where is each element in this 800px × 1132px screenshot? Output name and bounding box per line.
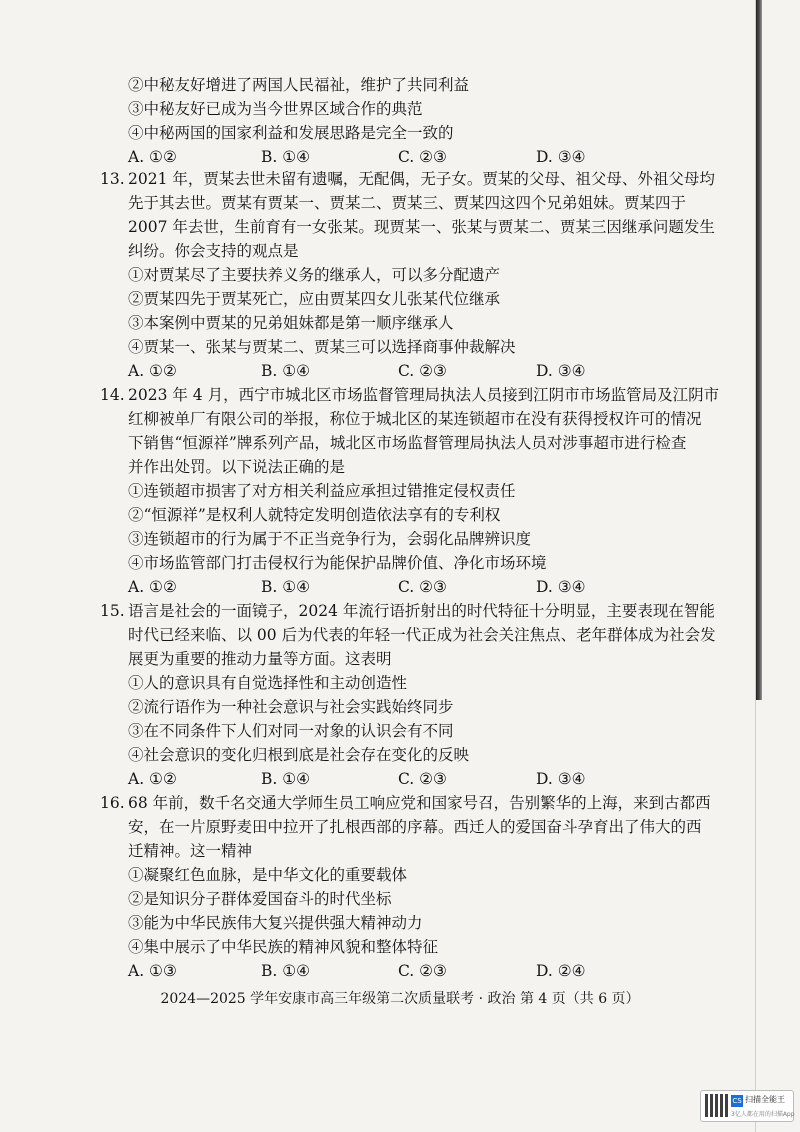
question-number: 15. (100, 602, 125, 620)
question-stem-line: 2021 年，贾某去世未留有遗嘱，无配偶，无子女。贾某的父母、祖父母、外祖父母均 (128, 170, 715, 188)
choice-a: A. ①② (128, 578, 177, 596)
question-option: ①凝聚红色血脉，是中华文化的重要载体 (128, 866, 408, 884)
question-option: ②是知识分子群体爱国奋斗的时代坐标 (128, 890, 392, 908)
question-option: ①人的意识具有自觉选择性和主动创造性 (128, 674, 408, 692)
prev-option-3: ③中秘友好已成为当今世界区域合作的典范 (128, 100, 423, 118)
question-option: ③在不同条件下人们对同一对象的认识会有不同 (128, 722, 454, 740)
question-option: ③能为中华民族伟大复兴提供强大精神动力 (128, 914, 423, 932)
question-stem-line: 展更为重要的推动力量等方面。这表明 (128, 650, 392, 668)
question-stem-line: 先于其去世。贾某有贾某一、贾某二、贾某三、贾某四这四个兄弟姐妹。贾某四于 (128, 194, 687, 212)
scanner-title: 扫描全能王 (745, 1095, 785, 1104)
question-option: ①连锁超市损害了对方相关利益应承担过错推定侵权责任 (128, 482, 516, 500)
choice-a: A. ①② (128, 148, 177, 166)
question-number: 16. (100, 794, 125, 812)
scan-binding-edge (756, 0, 762, 700)
question-option: ④社会意识的变化归根到底是社会存在变化的反映 (128, 746, 470, 764)
choice-c: C. ②③ (398, 362, 447, 380)
choice-d: D. ③④ (536, 148, 586, 166)
question-stem-line: 纠纷。你会支持的观点是 (128, 242, 299, 260)
question-stem-line: 安，在一片原野麦田中拉开了扎根西部的序幕。西迁人的爱国奋斗孕育出了伟大的西 (128, 818, 702, 836)
choice-b: B. ①④ (261, 578, 311, 596)
question-option: ②“恒源祥”是权利人就特定发明创造依法享有的专利权 (128, 506, 501, 524)
scanner-logo-icon: CS (732, 1097, 742, 1105)
question-option: ②流行语作为一种社会意识与社会实践始终同步 (128, 698, 454, 716)
qr-code-icon (705, 1094, 728, 1117)
scanner-watermark (700, 1090, 794, 1122)
question-option: ②贾某四先于贾某死亡，应由贾某四女儿张某代位继承 (128, 290, 501, 308)
choice-c: C. ②③ (398, 148, 447, 166)
question-stem-line: 红柳被单厂有限公司的举报，称位于城北区的某连锁超市在没有获得授权许可的情况 (128, 410, 702, 428)
choice-c: C. ②③ (398, 578, 447, 596)
choice-b: B. ①④ (261, 962, 311, 980)
question-stem-line: 2023 年 4 月，西宁市城北区市场监督管理局执法人员接到江阴市市场监管局及江阴市 (128, 386, 720, 404)
question-stem-line: 68 年前，数千名交通大学师生员工响应党和国家号召，告别繁华的上海，来到古都西 (128, 794, 711, 812)
choice-d: D. ②④ (536, 962, 586, 980)
question-number: 14. (100, 386, 125, 404)
choice-b: B. ①④ (261, 362, 311, 380)
question-stem-line: 迁精神。这一精神 (128, 842, 253, 860)
choice-c: C. ②③ (398, 770, 447, 788)
question-option: ③连锁超市的行为属于不正当竞争行为，会弱化品牌辨识度 (128, 530, 532, 548)
question-option: ④贾某一、张某与贾某二、贾某三可以选择商事仲裁解决 (128, 338, 516, 356)
scanner-subtitle: 3亿人都在用的扫描App (731, 1111, 795, 1118)
page-footer: 2024—2025 学年安康市高三年级第二次质量联考 · 政治 第 4 页（共 6 页） (160, 991, 640, 1007)
question-stem-line: 语言是社会的一面镜子，2024 年流行语折射出的时代特征十分明显，主要表现在智能 (128, 602, 715, 620)
choice-a: A. ①③ (128, 962, 177, 980)
question-number: 13. (100, 170, 125, 188)
question-stem-line: 2007 年去世，生前育有一女张某。现贾某一、张某与贾某二、贾某三因继承问题发生 (128, 218, 715, 236)
question-option: ④集中展示了中华民族的精神风貌和整体特征 (128, 938, 439, 956)
choice-d: D. ③④ (536, 770, 586, 788)
choice-b: B. ①④ (261, 770, 311, 788)
question-stem-line: 并作出处罚。以下说法正确的是 (128, 458, 346, 476)
choice-a: A. ①② (128, 770, 177, 788)
choice-b: B. ①④ (261, 148, 311, 166)
question-option: ③本案例中贾某的兄弟姐妹都是第一顺序继承人 (128, 314, 454, 332)
prev-option-2: ②中秘友好增进了两国人民福祉，维护了共同利益 (128, 76, 470, 94)
choice-d: D. ③④ (536, 578, 586, 596)
choice-a: A. ①② (128, 362, 177, 380)
question-option: ④市场监管部门打击侵权行为能保护品牌价值、净化市场环境 (128, 554, 547, 572)
prev-option-4: ④中秘两国的国家利益和发展思路是完全一致的 (128, 124, 454, 142)
question-stem-line: 时代已经来临、以 00 后为代表的年轻一代正成为社会关注焦点、老年群体成为社会发 (128, 626, 716, 644)
question-option: ①对贾某尽了主要扶养义务的继承人，可以多分配遗产 (128, 266, 501, 284)
choice-c: C. ②③ (398, 962, 447, 980)
question-stem-line: 下销售“恒源祥”牌系列产品，城北区市场监督管理局执法人员对涉事超市进行检查 (128, 434, 687, 452)
choice-d: D. ③④ (536, 362, 586, 380)
